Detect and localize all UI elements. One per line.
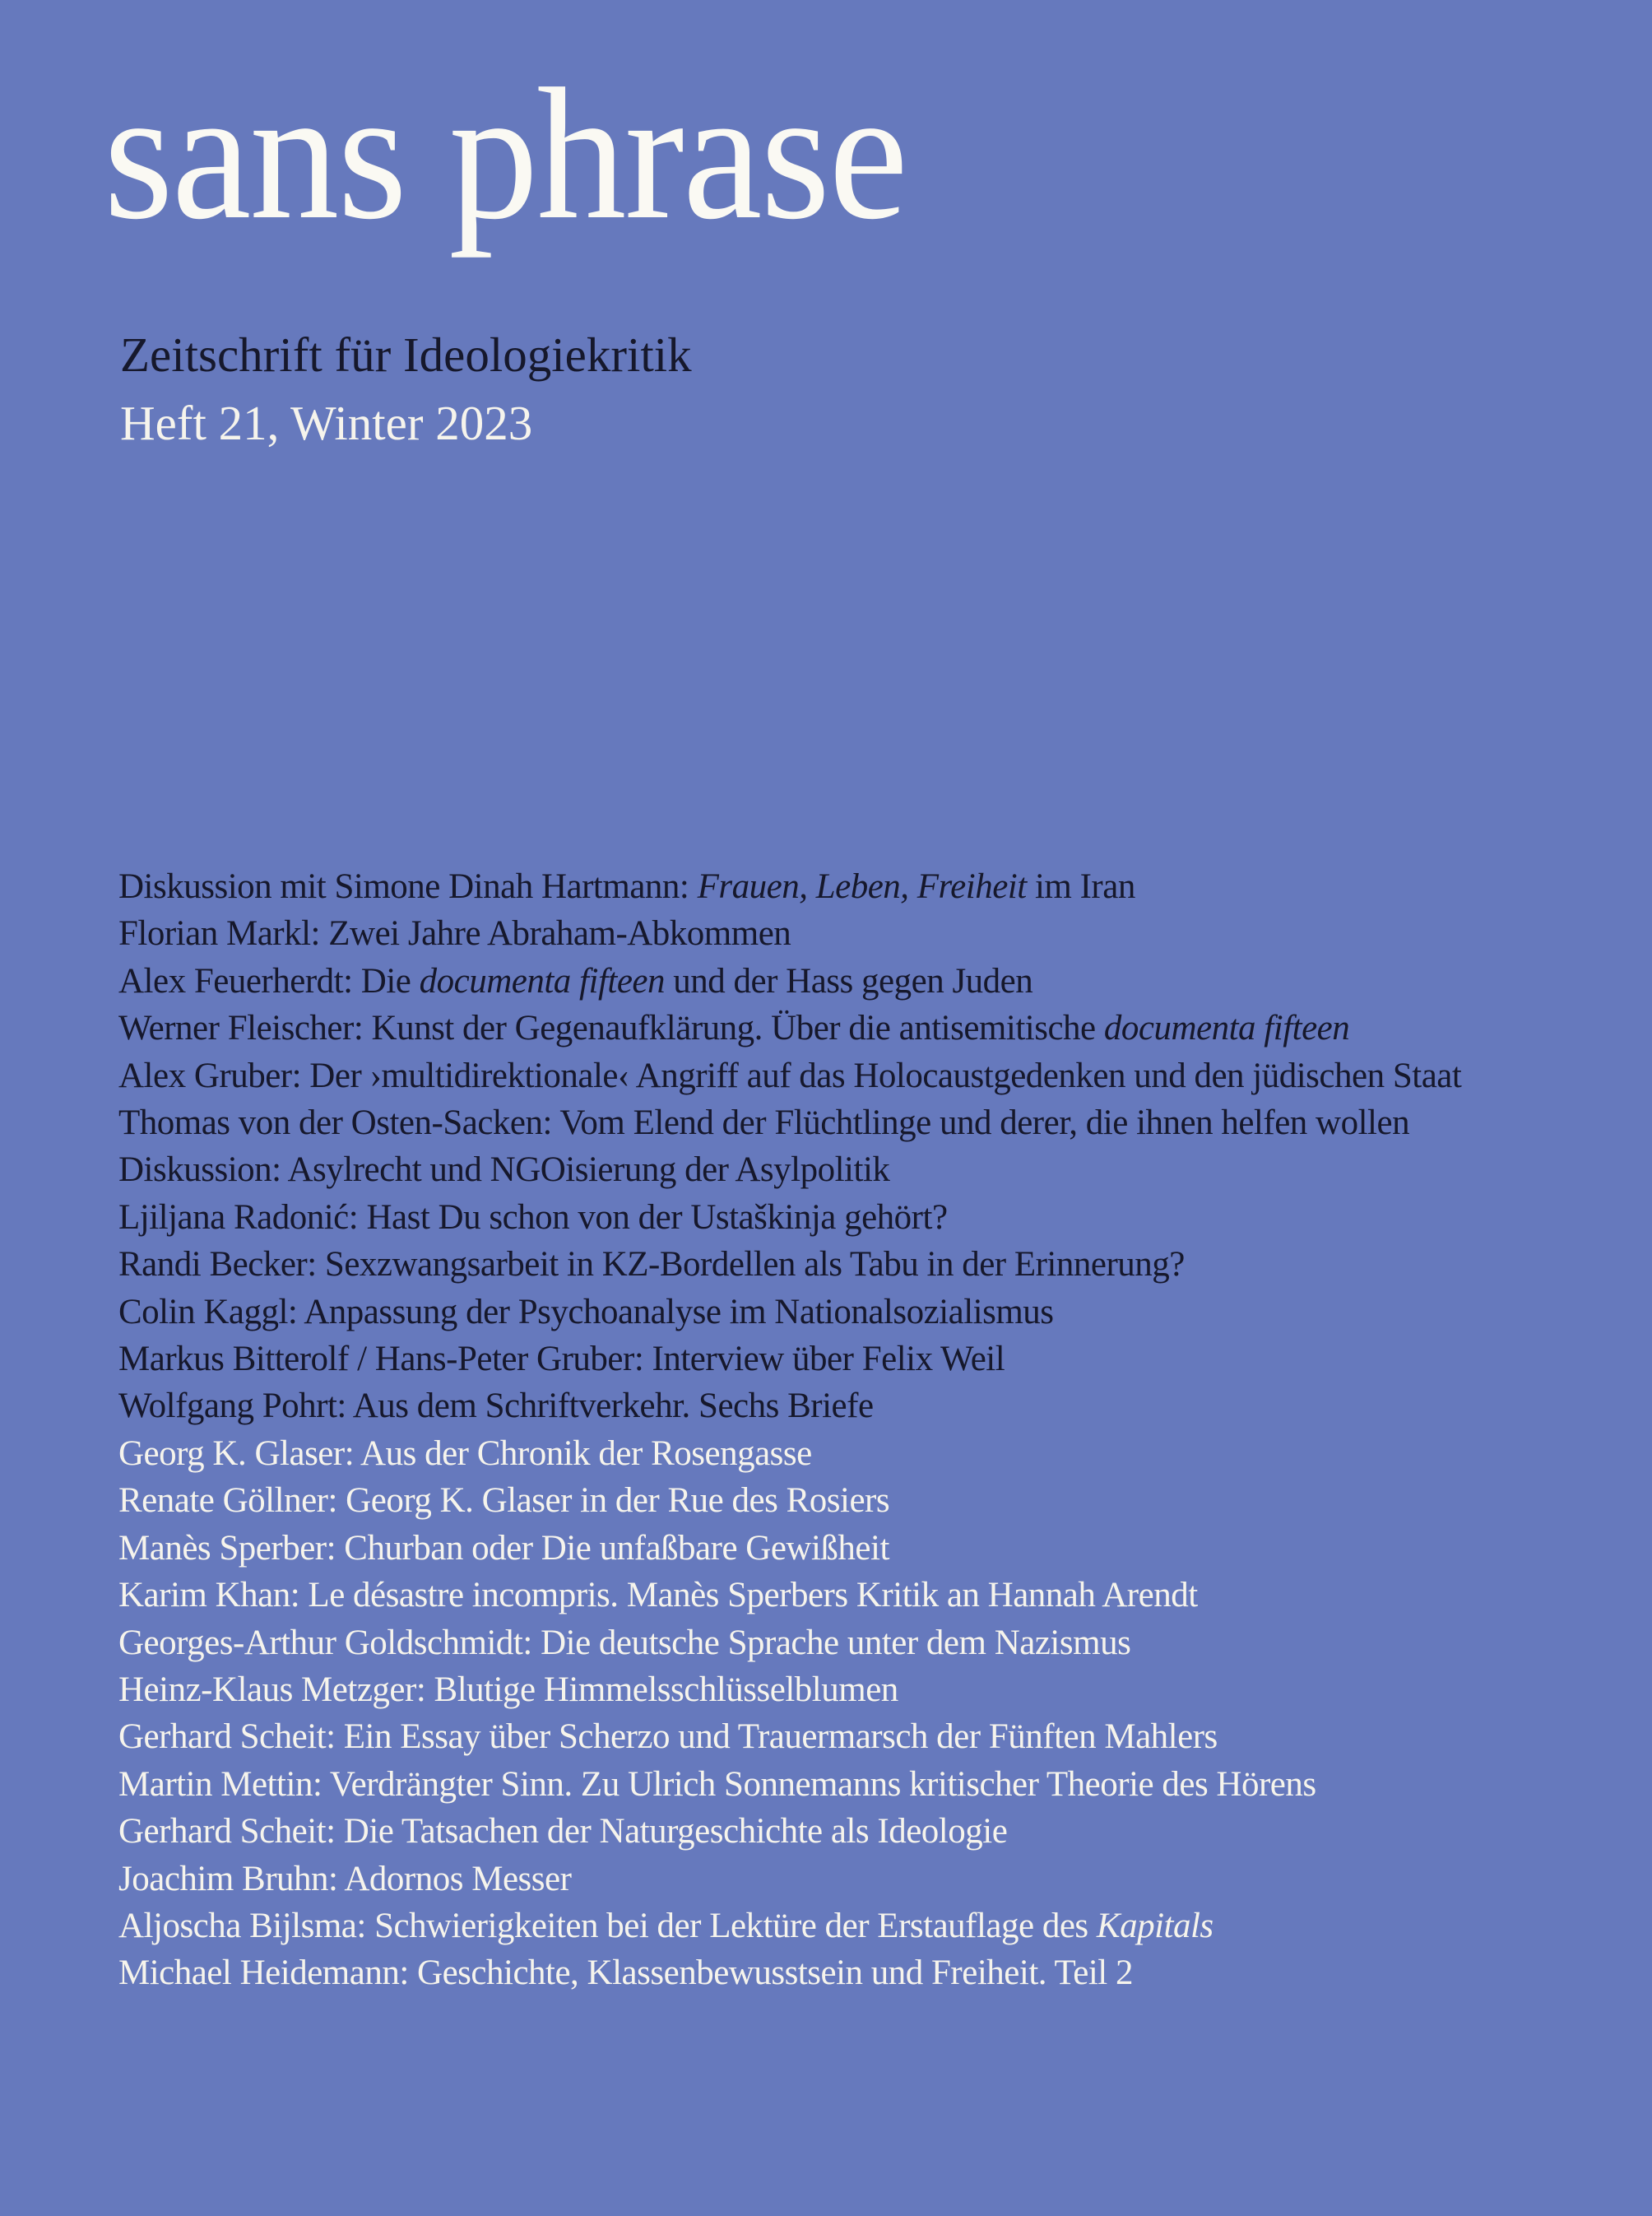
toc-item [118,1289,1461,1336]
toc-item-text: Alex Gruber: Der ›multidirektionale‹ Angriff auf das Holocaustgedenken und den jüdischen Staat [118,1056,1462,1095]
toc-item [118,1666,1461,1713]
toc-item-text: Diskussion: Asylrecht und NGOisierung der Asylpolitik [118,1150,890,1190]
toc-item-text: Alex Feuerherdt: Die [118,961,420,1001]
toc-item-text: Florian Markl: Zwei Jahre Abraham-Abkommen [118,914,791,954]
toc-item [118,1713,1461,1760]
toc-item-text: im Iran [1026,867,1135,906]
toc-list [118,863,1461,1997]
toc-item [118,1808,1461,1855]
toc-item [118,958,1461,1005]
subtitle-line: Zeitschrift für Ideologiekritik [120,328,692,382]
toc-item [118,1336,1461,1382]
toc-item-title-italic: Kapitals [1096,1906,1213,1945]
toc-item-text: Thomas von der Osten-Sacken: Vom Elend der Flüchtlinge und derer, die ihnen helfen wollen [118,1103,1410,1143]
toc-item-text: Joachim Bruhn: Adornos Messer [118,1859,572,1898]
toc-item-text: und der Hass gegen Juden [665,961,1033,1001]
toc-item-title-italic: documenta fifteen [1103,1009,1350,1048]
toc-item-text: Markus Bitterolf / Hans-Peter Gruber: Interview über Felix Weil [118,1340,1005,1379]
toc-item-text: Georg K. Glaser: Aus der Chronik der Rosengasse [118,1433,812,1473]
toc-item [118,1949,1461,1996]
toc-item [118,1477,1461,1524]
toc-item [118,1856,1461,1902]
toc-item-text: Georges-Arthur Goldschmidt: Die deutsche Sprache unter dem Nazismus [118,1623,1131,1662]
toc-item [118,1430,1461,1477]
toc-item-text: Manès Sperber: Churban oder Die unfaßbare Gewißheit [118,1528,889,1568]
toc-item [118,1761,1461,1808]
toc-item-text: Gerhard Scheit: Ein Essay über Scherzo und Trauermarsch der Fünften Mahlers [118,1717,1218,1757]
magazine-title: sans phrase [104,49,907,258]
toc-item [118,863,1461,910]
toc-item-title-italic: Frauen, Leben, Freiheit [697,867,1027,906]
toc-item [118,1194,1461,1241]
toc-item [118,1902,1461,1949]
toc-item-text: Werner Fleischer: Kunst der Gegenaufklärung. Über die antisemitische [118,1009,1104,1048]
toc-item [118,1241,1461,1288]
issue-line: Heft 21, Winter 2023 [120,396,533,450]
toc-item-text: Heinz-Klaus Metzger: Blutige Himmelsschlüsselblumen [118,1670,898,1709]
toc-item [118,1146,1461,1193]
toc-item-text: Randi Becker: Sexzwangsarbeit in KZ-Bordellen als Tabu in der Erinnerung? [118,1245,1185,1285]
toc-item [118,1099,1461,1146]
toc-item [118,1382,1461,1429]
toc-item [118,1619,1461,1666]
toc-item [118,1572,1461,1619]
toc-item [118,1525,1461,1572]
toc-item-text: Colin Kaggl: Anpassung der Psychoanalyse im Nationalsozialismus [118,1292,1054,1331]
toc-item [118,1052,1461,1099]
toc-item-text: Michael Heidemann: Geschichte, Klassenbewusstsein und Freiheit. Teil 2 [118,1954,1133,1993]
subtitle-block [120,321,692,458]
toc-item-text: Diskussion mit Simone Dinah Hartmann: [118,867,698,906]
toc-item-text: Wolfgang Pohrt: Aus dem Schriftverkehr. Sechs Briefe [118,1387,874,1426]
toc-item [118,1005,1461,1052]
toc-item-text: Ljiljana Radonić: Hast Du schon von der Ustaškinja gehört? [118,1197,948,1237]
toc-item-text: Renate Göllner: Georg K. Glaser in der Rue des Rosiers [118,1481,890,1521]
toc-item-text: Aljoscha Bijlsma: Schwierigkeiten bei der Lektüre der Erstauflage des [118,1906,1097,1945]
toc-item-text: Gerhard Scheit: Die Tatsachen der Naturgeschichte als Ideologie [118,1812,1008,1851]
toc-item-text: Karim Khan: Le désastre incompris. Manès Sperbers Kritik an Hannah Arendt [118,1576,1198,1615]
toc-item-text: Martin Mettin: Verdrängter Sinn. Zu Ulrich Sonnemanns kritischer Theorie des Hörens [118,1764,1316,1804]
toc-item [118,910,1461,957]
toc-item-title-italic: documenta fifteen [419,961,666,1001]
